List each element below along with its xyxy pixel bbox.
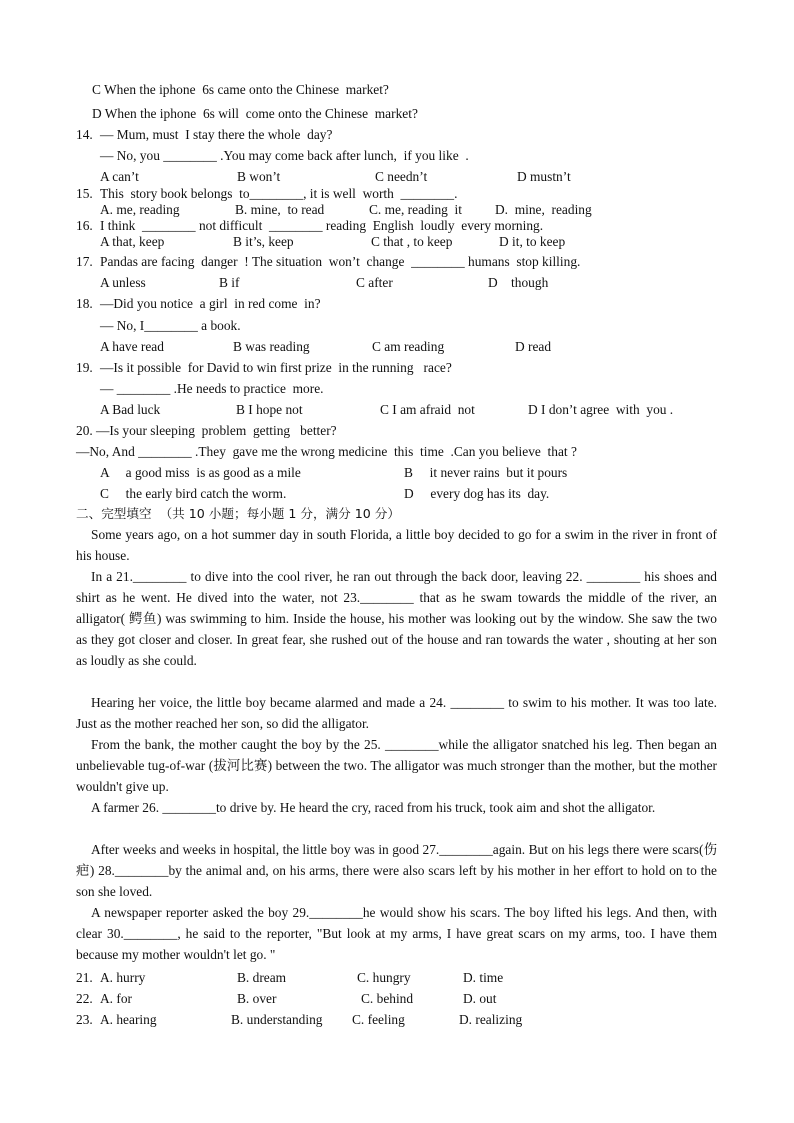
q19-option-c: C I am afraid not — [380, 402, 475, 417]
q23-option-a: A. hearing — [100, 1012, 157, 1027]
q19-option-a: A Bad luck — [100, 402, 161, 417]
q18-option-c: C am reading — [372, 339, 445, 354]
q23-option-b: B. understanding — [231, 1012, 323, 1027]
q20-option-c: C the early bird catch the worm. — [100, 486, 287, 501]
q23-option-d: D. realizing — [459, 1012, 523, 1027]
q18-number: 18. — [76, 296, 93, 311]
q19-option-d: D I don’t agree with you . — [528, 402, 674, 417]
q13-option-c: C When the iphone 6s came onto the Chinese market? — [92, 82, 389, 97]
q18-option-b: B was reading — [233, 339, 310, 354]
q14-option-c: C needn’t — [375, 169, 428, 184]
section2-heading: 二、完型填空 （共 10 小题；每小题 1 分，满分 10 分） — [76, 506, 400, 521]
q15-number: 15. — [76, 186, 93, 201]
q22-number: 22. — [76, 991, 93, 1006]
q15-stem: This story book belongs to________, it is well worth ________. — [100, 186, 458, 201]
q14-option-d: D mustn’t — [517, 169, 571, 184]
q16-option-a: A that, keep — [100, 234, 165, 249]
q18-line1: —Did you notice a girl in red come in? — [100, 296, 321, 311]
q15-option-d: D. mine, reading — [495, 202, 592, 217]
q20-option-d: D every dog has its day. — [404, 486, 550, 501]
q21-option-a: A. hurry — [100, 970, 146, 985]
q14-option-b: B won’t — [237, 169, 281, 184]
q16-stem: I think ________ not difficult ________ reading English loudly every morning. — [100, 218, 544, 233]
passage-paragraph-1: Some years ago, on a hot summer day in south Florida, a little boy decided to go for a swim in the river in front of his house. — [76, 527, 717, 563]
q18-line2: — No, I________ a book. — [100, 318, 241, 333]
passage-paragraph-5: A farmer 26. ________to drive by. He heard the cry, raced from his truck, took aim and shot the alligator. — [91, 800, 656, 815]
passage-paragraph-4: From the bank, the mother caught the boy by the 25. ________while the alligator snatched his leg. Then began an unbelievable tug-of-war (拔河比赛) between the two. The alligator was much stronger than the mother, but the mother wouldn't give up. — [76, 737, 717, 794]
q21-option-d: D. time — [463, 970, 504, 985]
q22-option-c: C. behind — [361, 991, 414, 1006]
q18-option-d: D read — [515, 339, 552, 354]
passage-paragraph-2: In a 21.________ to dive into the cool river, he ran out through the back door, leaving 22. ________ his shoes and shirt as he went. He dived into the water, not 23.________ that as he swam towards the middle of the river, an alligator( 鳄鱼) was swimming to him. Inside the house, his mother was looking out by the window. She saw the two as they got closer and closer. In great fear, she rushed out of the house and ran towards the water , shouting at her son as loudly as she could. — [76, 569, 717, 668]
q22-option-d: D. out — [463, 991, 497, 1006]
q14-line2: — No, you ________ .You may come back after lunch, if you like . — [100, 148, 469, 163]
q20-line1: —Is your sleeping problem getting better? — [96, 423, 337, 438]
q17-stem: Pandas are facing danger ! The situation won’t change ________ humans stop killing. — [100, 254, 581, 269]
q21-number: 21. — [76, 970, 93, 985]
q17-option-b: B if — [219, 275, 240, 290]
q21-option-c: C. hungry — [357, 970, 411, 985]
q16-option-b: B it’s, keep — [233, 234, 294, 249]
q23-option-c: C. feeling — [352, 1012, 405, 1027]
q16-option-c: C that , to keep — [371, 234, 453, 249]
passage-paragraph-7: A newspaper reporter asked the boy 29.________he would show his scars. The boy lifted his legs. And then, with clear 30.________, he said to the reporter, "But look at my arms, I have great scars on my arms, too. I have them because my mother wouldn't let go. " — [76, 905, 717, 962]
q17-option-d: D though — [488, 275, 549, 290]
q17-number: 17. — [76, 254, 93, 269]
q14-option-a: A can’t — [100, 169, 139, 184]
q18-option-a: A have read — [100, 339, 164, 354]
q22-option-b: B. over — [237, 991, 277, 1006]
passage-paragraph-6: After weeks and weeks in hospital, the little boy was in good 27.________again. But on his legs there were scars(伤疤) 28.________by the animal and, on his arms, there were also scars left by his mother in her effort to hold on to the son she loved. — [76, 842, 717, 899]
q15-option-b: B. mine, to read — [235, 202, 325, 217]
q13-option-d: D When the iphone 6s will come onto the Chinese market? — [92, 106, 418, 121]
q20-option-a: A a good miss is as good as a mile — [100, 465, 301, 480]
q19-line1: —Is it possible for David to win first prize in the running race? — [100, 360, 452, 375]
q16-option-d: D it, to keep — [499, 234, 566, 249]
q16-number: 16. — [76, 218, 93, 233]
q23-number: 23. — [76, 1012, 93, 1027]
q19-number: 19. — [76, 360, 93, 375]
q15-option-c: C. me, reading it — [369, 202, 462, 217]
q17-option-c: C after — [356, 275, 393, 290]
passage-paragraph-3: Hearing her voice, the little boy became alarmed and made a 24. ________ to swim to his mother. It was too late. Just as the mother reached her son, so did the alligator. — [76, 695, 717, 731]
q19-option-b: B I hope not — [236, 402, 303, 417]
q14-number: 14. — [76, 127, 93, 142]
q20-option-b: B it never rains but it pours — [404, 465, 568, 480]
q21-option-b: B. dream — [237, 970, 287, 985]
q14-line1: — Mum, must I stay there the whole day? — [100, 127, 333, 142]
q19-line2: — ________ .He needs to practice more. — [100, 381, 324, 396]
q17-option-a: A unless — [100, 275, 146, 290]
q20-line2: —No, And ________ .They gave me the wrong medicine this time .Can you believe that ? — [76, 444, 577, 459]
q22-option-a: A. for — [100, 991, 132, 1006]
q20-number: 20. — [76, 423, 93, 438]
q15-option-a: A. me, reading — [100, 202, 180, 217]
